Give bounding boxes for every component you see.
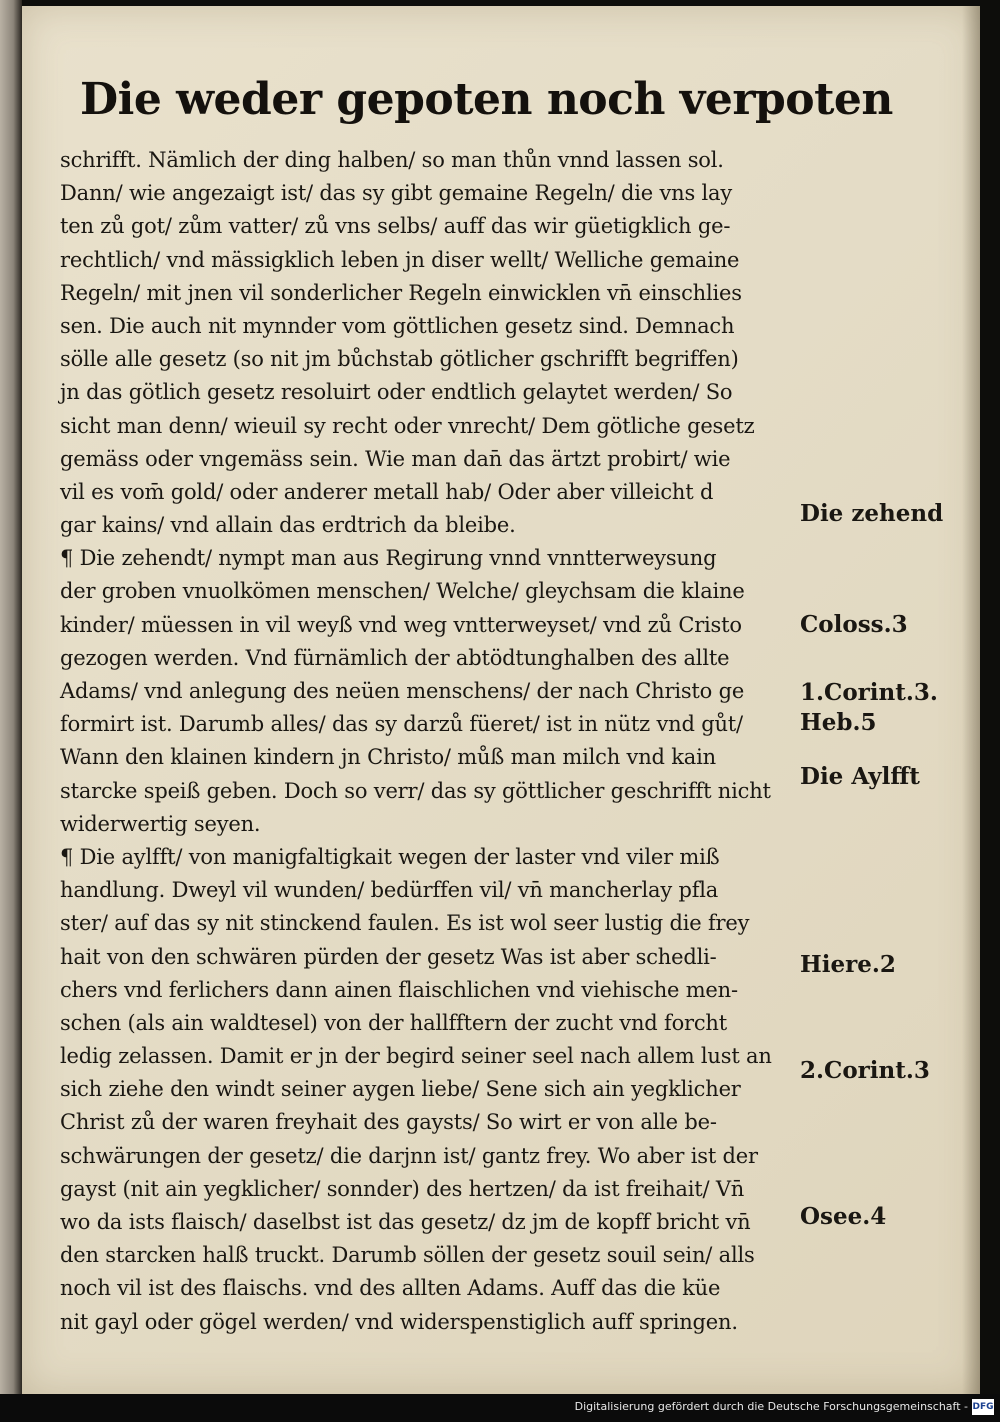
text-line: gar kains/ vnd allain das erdtrich da bleibe. (60, 513, 516, 538)
text-line: gayst (nit ain yegklicher/ sonnder) des hertzen/ da ist freihait/ Vn̄ (60, 1176, 745, 1201)
margin-note: Die zehend (800, 500, 944, 527)
text-line: der groben vnuolkömen menschen/ Welche/ gleychsam die klaine (60, 579, 745, 604)
funding-credit: Digitalisierung gefördert durch die Deutsche Forschungsgemeinschaft - (574, 1400, 968, 1413)
text-line: schwärungen der gesetz/ die darjnn ist/ gantz frey. Wo aber ist der (60, 1143, 758, 1168)
text-line: starcke speiß geben. Doch so verr/ das sy göttlicher geschrifft nicht (60, 778, 771, 803)
text-line: wo da ists flaisch/ daselbst ist das gesetz/ dz jm de kopff bricht vn̄ (60, 1210, 751, 1234)
text-line: hait von den schwären pürden der gesetz Was ist aber schedli- (60, 944, 717, 969)
text-line: vil es vom̄ gold/ oder anderer metall hab/ Oder aber villeicht d (60, 479, 714, 504)
text-line: noch vil ist des flaischs. vnd des allten Adams. Auff das die küe (60, 1276, 721, 1301)
margin-note: 2.Corint.3 (800, 1057, 930, 1084)
text-line: Adams/ vnd anlegung des neüen menschens/ der nach Christo ge (60, 679, 745, 703)
text-line: nit gayl oder gögel werden/ vnd widerspenstiglich auff springen. (60, 1309, 738, 1334)
book-page (22, 6, 980, 1394)
dfg-logo: DFG (972, 1399, 994, 1415)
text-line: gezogen werden. Vnd fürnämlich der abtödtunghalben des allte (60, 645, 730, 670)
running-head: Die weder gepoten noch verpoten (80, 74, 893, 125)
text-line: den starcken halß truckt. Darumb söllen der gesetz souil sein/ alls (60, 1243, 755, 1268)
text-line: ¶ Die aylfft/ von manigfaltigkait wegen der laster vnd viler miß (60, 844, 720, 869)
page-edge-shadow (962, 6, 980, 1394)
footer-bar (0, 1394, 1000, 1422)
margin-note: Coloss.3 (800, 611, 908, 638)
text-line: sich ziehe den windt seiner aygen liebe/ Sene sich ain yegklicher (60, 1077, 741, 1102)
text-line: schen (als ain waldtesel) von der hallfftern der zucht vnd forcht (60, 1010, 727, 1035)
text-line: ster/ auf das sy nit stinckend faulen. Es ist wol seer lustig die frey (60, 911, 750, 936)
text-line: handlung. Dweyl vil wunden/ bedürffen vil/ vn̄ mancherlay pfla (60, 878, 719, 903)
text-line: sölle alle gesetz (so nit jm bůchstab götlicher gschrifft begriffen) (60, 347, 739, 372)
margin-note: Hiere.2 (800, 951, 896, 978)
text-line: Christ zů der waren freyhait des gaysts/ So wirt er von alle be- (60, 1110, 717, 1135)
text-line: sicht man denn/ wieuil sy recht oder vnrecht/ Dem götliche gesetz (60, 413, 755, 438)
text-line: Regeln/ mit jnen vil sonderlicher Regeln einwicklen vn̄ einschlies (60, 280, 742, 305)
text-line: widerwertig seyen. (60, 811, 261, 836)
text-line: kinder/ müessen in vil weyß vnd weg vntterweyset/ vnd zů Cristo (60, 612, 742, 637)
margin-note: Die Aylfft (800, 763, 920, 790)
text-block (60, 144, 810, 1339)
text-line: Wann den klainen kindern jn Christo/ můß man milch vnd kain (60, 745, 716, 770)
margin-note: Osee.4 (800, 1203, 887, 1230)
text-line: rechtlich/ vnd mässigklich leben jn diser wellt/ Welliche gemaine (60, 247, 740, 272)
text-line: formirt ist. Darumb alles/ das sy darzů füeret/ ist in nütz vnd gůt/ (60, 712, 743, 737)
margin-note: Heb.5 (800, 709, 877, 736)
binding-edge (0, 0, 22, 1422)
margin-note: 1.Corint.3. (800, 679, 938, 706)
text-line: schrifft. Nämlich der ding halben/ so man thůn vnnd lassen sol. (60, 148, 724, 172)
text-line: gemäss oder vngemäss sein. Wie man dan̄ das ärtzt probirt/ wie (60, 446, 731, 471)
text-line: ¶ Die zehendt/ nympt man aus Regirung vnnd vnntterweysung (60, 546, 717, 571)
text-line: sen. Die auch nit mynnder vom göttlichen gesetz sind. Demnach (60, 313, 735, 338)
text-line: jn das götlich gesetz resoluirt oder endtlich gelaytet werden/ So (60, 380, 733, 405)
text-line: Dann/ wie angezaigt ist/ das sy gibt gemaine Regeln/ die vns lay (60, 181, 733, 206)
text-line: ten zů got/ zům vatter/ zů vns selbs/ auff das wir güetigklich ge- (60, 214, 731, 239)
text-line: ledig zelassen. Damit er jn der begird seiner seel nach allem lust an (60, 1044, 772, 1069)
text-line: chers vnd ferlichers dann ainen flaischlichen vnd viehische men- (60, 977, 738, 1002)
